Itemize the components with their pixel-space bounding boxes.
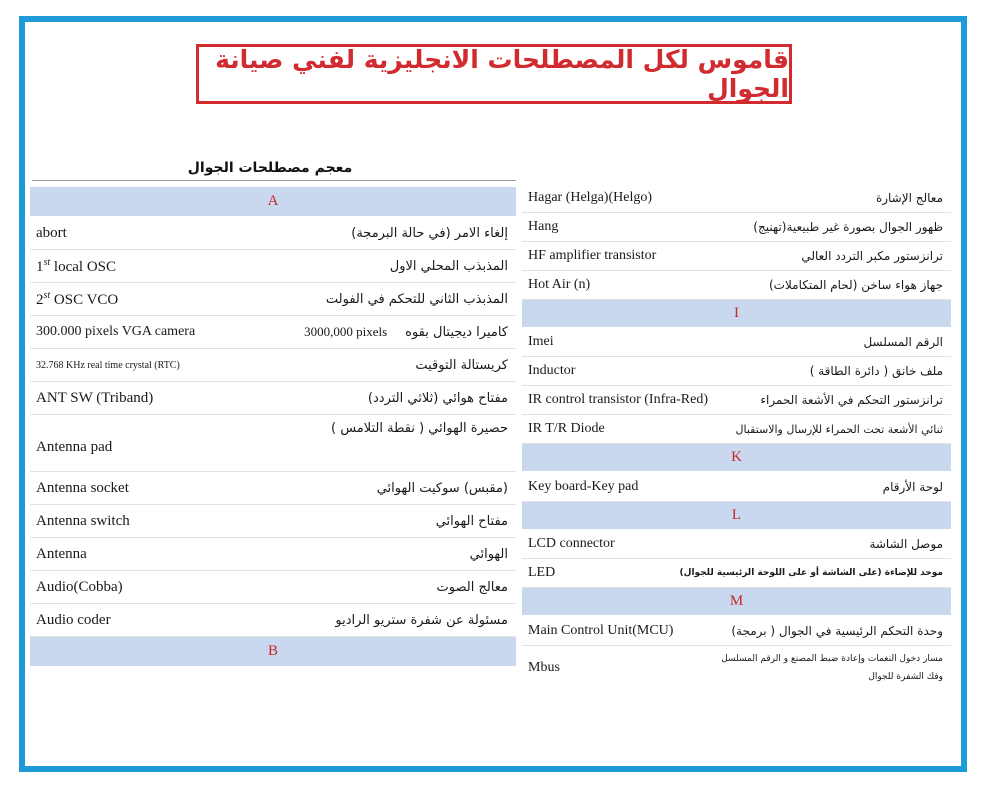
- term-english: HF amplifier transistor: [528, 248, 657, 263]
- heading-divider: [32, 180, 516, 181]
- term-arabic: ترانزستور مكبر التردد العالي: [801, 249, 943, 263]
- term-row: [30, 415, 516, 472]
- term-english: Hang: [528, 219, 559, 234]
- section-header-i: [522, 300, 951, 328]
- term-english-number: 1: [36, 258, 44, 275]
- section-header-b: [30, 637, 516, 667]
- term-arabic: ثنائي الأشعة تحت الحمراء للإرسال والاستقبال: [735, 422, 943, 436]
- term-arabic: الرقم المسلسل: [863, 335, 943, 349]
- term-english: LCD connector: [528, 536, 615, 551]
- term-row: [522, 328, 951, 357]
- term-english: 32.768 KHz real time crystal (RTC): [36, 359, 180, 371]
- term-row: [522, 386, 951, 415]
- term-english: IR control transistor (Infra-Red): [528, 392, 708, 407]
- term-english: Audio coder: [36, 611, 111, 628]
- term-english-number: 2: [36, 291, 44, 308]
- term-arabic: مفتاح الهوائي: [435, 513, 508, 529]
- term-arabic: ترانزستور التحكم في الأشعة الحمراء: [760, 393, 943, 407]
- term-arabic: المذبذب الثاني للتحكم في الفولت: [325, 291, 508, 307]
- term-english: Mbus: [528, 660, 560, 675]
- term-row: [30, 571, 516, 604]
- term-arabic: مفتاح هوائي (ثلاثي التردد): [367, 390, 508, 406]
- term-arabic: كريستالة التوقيت: [415, 357, 508, 373]
- term-arabic: موصل الشاشة: [869, 537, 943, 551]
- term-row: [522, 357, 951, 386]
- term-arabic: لوحة الأرقام: [882, 479, 943, 494]
- term-english: Antenna: [36, 545, 87, 562]
- section-letter: K: [731, 449, 742, 465]
- term-row: [30, 382, 516, 415]
- term-arabic: ظهور الجوال بصورة غير طبيعية(تهنيج): [753, 220, 943, 234]
- term-row: [522, 559, 951, 588]
- term-row: [30, 349, 516, 382]
- section-header-k: [522, 444, 951, 472]
- term-row: [522, 271, 951, 300]
- term-row: [30, 604, 516, 637]
- term-row: [30, 217, 516, 250]
- term-arabic: الهوائي: [469, 546, 508, 562]
- term-row: [522, 616, 951, 646]
- term-arabic: (مقبس) سوكيت الهوائي: [376, 480, 508, 496]
- term-english: Hot Air (n): [528, 277, 591, 292]
- section-header-m: [522, 588, 951, 616]
- term-row: [30, 538, 516, 571]
- term-english: IR T/R Diode: [528, 421, 605, 436]
- term-english: ANT SW (Triband): [36, 389, 154, 406]
- term-arabic: حصيرة الهوائي ( نقطة التلامس ): [331, 421, 508, 436]
- section-letter: L: [731, 507, 742, 523]
- title-box: [196, 44, 792, 104]
- term-english: 300.000 pixels VGA camera: [36, 324, 196, 339]
- term-arabic: ملف خانق ( دائرة الطاقة ): [809, 364, 943, 378]
- term-arabic: معالج الإشارة: [875, 191, 943, 205]
- term-row: [30, 505, 516, 538]
- term-row: [30, 316, 516, 349]
- term-english-superscript: st: [43, 256, 51, 268]
- right-column: [522, 184, 951, 690]
- term-arabic: مسئولة عن شفرة ستريو الراديو: [335, 612, 508, 628]
- section-letter: B: [267, 643, 278, 659]
- term-row: [522, 184, 951, 213]
- term-row: [30, 250, 516, 283]
- term-arabic: إلغاء الامر (في حالة البرمجة): [351, 225, 508, 241]
- term-english: Imei: [528, 334, 554, 349]
- term-pixels-label: 3000,000 pixels: [304, 324, 388, 339]
- term-row: [522, 530, 951, 559]
- term-row: [30, 283, 516, 316]
- term-arabic: معالج الصوت: [436, 579, 508, 595]
- term-english: Inductor: [528, 363, 576, 378]
- term-english-text: OSC VCO: [50, 291, 119, 308]
- term-english: Antenna pad: [36, 438, 113, 455]
- term-english: Key board-Key pad: [528, 478, 639, 494]
- term-row: [522, 213, 951, 242]
- term-english: Hagar (Helga)(Helgo): [528, 190, 652, 205]
- term-arabic: جهاز هواء ساخن (لحام المتكاملات): [769, 278, 943, 292]
- term-english-text: local OSC: [50, 258, 117, 275]
- term-english: Antenna switch: [36, 512, 130, 529]
- term-arabic: مسار دخول النغمات وإعادة ضبط المصنع و الرقم المسلسل وفك الشفرة للجوال: [721, 654, 943, 682]
- section-header-a: [30, 187, 516, 217]
- term-english: [30, 290, 118, 309]
- camera-definition: [304, 324, 516, 340]
- section-letter: A: [267, 193, 279, 209]
- term-english: Main Control Unit(MCU): [528, 622, 674, 638]
- term-row: [30, 472, 516, 505]
- term-row: [522, 242, 951, 271]
- section-header-l: [522, 502, 951, 530]
- dictionary-heading: معجم مصطلحات الجوال: [187, 160, 353, 176]
- term-row: [522, 415, 951, 444]
- section-letter: M: [729, 593, 744, 609]
- term-english: LED: [528, 565, 556, 580]
- left-column: [30, 187, 516, 667]
- term-english: abort: [36, 224, 67, 241]
- term-row: [522, 646, 951, 690]
- section-letter: I: [734, 305, 739, 321]
- term-arabic: موحد للإضاءة (على الشاشة أو على اللوحة الرئيسية للجوال): [679, 568, 943, 578]
- term-english-superscript: st: [43, 289, 51, 301]
- page-title: قاموس لكل المصطلحات الانجليزية لفني صيانة الجوال: [215, 45, 789, 103]
- term-english: [30, 257, 116, 276]
- term-english: Antenna socket: [36, 479, 129, 496]
- term-arabic: المذبذب المحلي الاول: [389, 258, 508, 274]
- term-row: [522, 472, 951, 502]
- term-arabic: وحدة التحكم الرئيسية في الجوال ( برمجة): [731, 623, 943, 638]
- term-arabic: كاميرا ديجيتال بقوه: [405, 324, 508, 340]
- term-english: Audio(Cobba): [36, 578, 123, 595]
